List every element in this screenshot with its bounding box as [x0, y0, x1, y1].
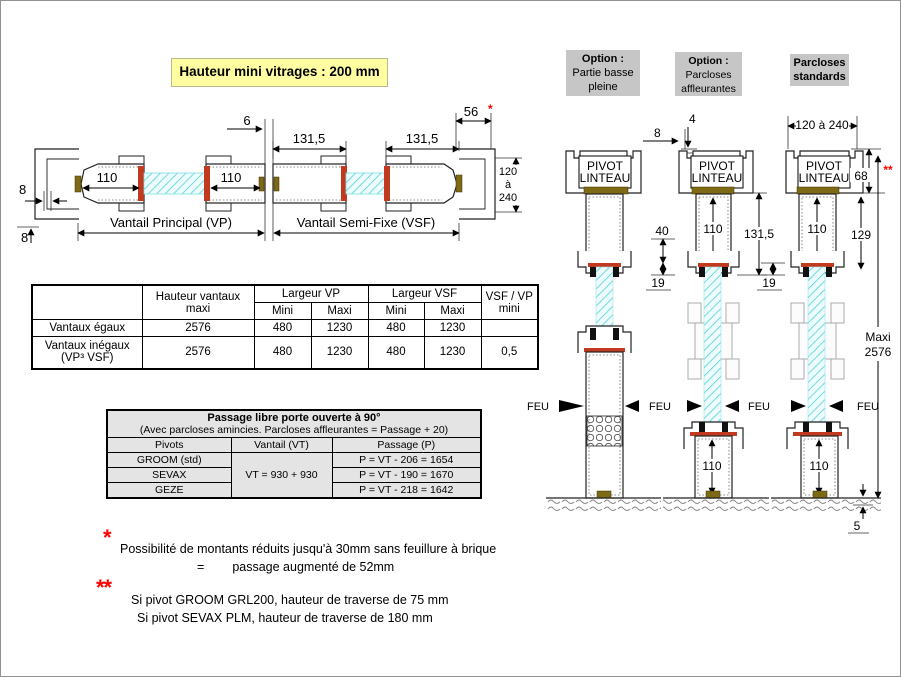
cell-value: 2576 — [142, 337, 254, 369]
dim-stile-vp-left: 110 — [96, 170, 118, 185]
insulation-core — [587, 416, 622, 446]
wall-jamb-right-inner — [459, 159, 485, 209]
glass-pane — [704, 267, 721, 432]
meeting-cap — [259, 177, 264, 191]
cell-value: 480 — [368, 337, 424, 369]
col-header-pivots: Pivots — [107, 438, 231, 453]
dim-120-240: 120 à 240 — [795, 118, 849, 132]
glass-clamp — [722, 267, 728, 277]
equals-sign: = — [197, 560, 205, 574]
col-header-ratio: VSF / VP mini — [481, 285, 538, 320]
table-row — [107, 453, 481, 468]
col-header-largeur-vsf: Largeur VSF — [368, 285, 481, 303]
dim-rail-110: 110 — [807, 222, 827, 236]
glazing-joint — [204, 166, 210, 201]
dim-129: 129 — [850, 228, 872, 242]
option-line: Option : — [688, 55, 729, 67]
pivot-cap — [456, 175, 462, 192]
fire-arrow-left-icon — [829, 400, 843, 412]
cell-passage: P = VT - 218 = 1642 — [332, 483, 481, 499]
table-row — [32, 320, 538, 337]
note-asterisk: * — [103, 525, 112, 550]
cell-passage: P = VT - 190 = 1670 — [332, 468, 481, 483]
option-line: affleurantes — [681, 83, 736, 95]
dim-bottom-110: 110 — [809, 459, 829, 473]
dim-stile-vp-right: 110 — [220, 170, 242, 185]
fire-arrow-right-icon — [559, 400, 584, 412]
glass-clamp — [613, 267, 619, 277]
pivot-label: PIVOT — [805, 159, 843, 173]
cell-pivot: GEZE — [107, 483, 231, 499]
col-header-mini: Mini — [254, 303, 311, 320]
ground-hatch — [771, 499, 881, 513]
ground-hatch — [663, 499, 769, 513]
cell-value: 1230 — [424, 337, 481, 369]
ground-hatch — [546, 499, 661, 513]
glass-clamp — [699, 422, 705, 433]
feu-label: FEU — [748, 401, 770, 413]
option-line: Partie basse — [572, 67, 634, 79]
dim-131-5: 131,5 — [743, 227, 775, 241]
col-header-maxi: Maxi — [311, 303, 368, 320]
dim-19: 19 — [762, 276, 776, 290]
option-line: Option : — [581, 53, 625, 65]
glass-clamp — [699, 267, 705, 277]
cell-value: 480 — [254, 320, 311, 337]
row-label: Vantaux égaux — [32, 320, 142, 337]
wall-jamb-right — [459, 149, 495, 219]
col-header-passage: Passage (P) — [332, 438, 481, 453]
glass-clamp — [722, 422, 728, 433]
cell-value: 1230 — [424, 320, 481, 337]
glass-pane — [346, 173, 386, 194]
pivot-label: LINTEAU — [579, 171, 631, 185]
glass-pane — [808, 267, 825, 432]
dim-offset-b: 8 — [21, 230, 29, 245]
feu-markers — [527, 400, 879, 413]
fire-arrow-left-icon — [725, 400, 739, 412]
col-header-maxi: Maxi — [424, 303, 481, 320]
option-line: pleine — [588, 81, 618, 93]
note-double-asterisk: ** — [96, 575, 112, 600]
elevation-section-diagram — [498, 99, 901, 541]
glass-clamp — [803, 267, 809, 277]
cell-value: 0,5 — [481, 337, 538, 369]
meeting-cap — [274, 177, 279, 191]
cell-vantail-value: VT = 930 + 930 — [231, 453, 332, 499]
intumescent-joint — [698, 263, 729, 267]
dim-8: 8 — [654, 126, 661, 140]
glass-clamp — [613, 328, 619, 340]
col-header-mini: Mini — [368, 303, 424, 320]
table-header-row — [32, 285, 538, 303]
dim-wall-depth-3: 240 — [498, 192, 518, 204]
cell-value: 1230 — [311, 320, 368, 337]
glass-clamp — [826, 422, 832, 433]
passage-table-subtitle: (Avec parcloses amincies. Parcloses affleurantes = Passage + 20) — [139, 424, 449, 436]
option-box-partie-basse — [566, 50, 640, 96]
fire-arrow-left-icon — [625, 400, 639, 412]
dim-gap: 6 — [243, 113, 251, 128]
glass-pane — [596, 267, 613, 334]
size-limits-table — [31, 284, 539, 370]
cell-value: 480 — [254, 337, 311, 369]
glass-pane — [144, 173, 206, 194]
corner-cell — [32, 285, 142, 320]
col-header-largeur-vp: Largeur VP — [254, 285, 368, 303]
dim-wall-depth-2: à — [504, 179, 512, 191]
pivot-label: LINTEAU — [691, 171, 743, 185]
glass-clamp — [590, 328, 596, 340]
dim-19: 19 — [651, 276, 665, 290]
cell-passage: P = VT - 206 = 1654 — [332, 453, 481, 468]
option-line: standards — [793, 71, 846, 83]
elevation-partie-basse-pleine — [546, 151, 661, 513]
table-header-row — [107, 438, 481, 453]
intumescent-joint — [793, 432, 842, 436]
option-box-parcloses-standards — [790, 54, 849, 86]
feu-label: FEU — [527, 401, 549, 413]
passage-table-title: Passage libre porte ouverte à 90° — [207, 412, 381, 424]
option-line: Parcloses — [685, 69, 732, 81]
col-header-vantail: Vantail (VT) — [231, 438, 332, 453]
note-line-3: Si pivot GROOM GRL200, hauteur de traverse de 75 mm — [131, 593, 449, 607]
option-line: Parcloses — [793, 57, 846, 69]
note-line-2-text: passage augmenté de 52mm — [232, 560, 395, 574]
fire-arrow-right-icon — [791, 400, 806, 412]
floor-pad — [813, 491, 827, 498]
pivot-label: PIVOT — [586, 159, 624, 173]
dim-vsf-left: 131,5 — [292, 131, 326, 146]
page-title: Hauteur mini vitrages : 200 mm — [171, 58, 388, 87]
dim-5: 5 — [853, 519, 861, 533]
glass-clamp — [826, 267, 832, 277]
cell-pivot: SEVAX — [107, 468, 231, 483]
intumescent-joint — [588, 263, 621, 267]
dim-rail-110: 110 — [703, 222, 723, 236]
pivot-plate — [584, 187, 628, 194]
option-box-parcloses-affleurantes — [675, 52, 742, 96]
table-row — [32, 337, 538, 369]
dim-bottom-110: 110 — [702, 459, 722, 473]
wall-jamb-left — [35, 149, 79, 219]
cell-value: 2576 — [142, 320, 254, 337]
glazing-joint — [384, 166, 390, 201]
pivot-label: LINTEAU — [798, 171, 850, 185]
cell-value: 480 — [368, 320, 424, 337]
glass-clamp — [803, 422, 809, 433]
dim-offset-a: 8 — [19, 182, 27, 197]
elevation-parcloses-standards — [757, 116, 895, 533]
pivot-plate — [797, 187, 839, 194]
feu-label: FEU — [649, 401, 671, 413]
glass-clamp — [590, 267, 596, 277]
note-line-1: Possibilité de montants réduits jusqu'à 30mm sans feuillure à brique — [120, 542, 497, 556]
asterisk-marker: * — [488, 102, 493, 116]
feu-label: FEU — [857, 401, 879, 413]
passage-table — [106, 409, 482, 499]
pivot-plate — [692, 187, 734, 194]
floor-pad — [597, 491, 611, 498]
fire-arrow-right-icon — [687, 400, 702, 412]
col-header-hauteur: Hauteur vantaux maxi — [142, 285, 254, 320]
pivot-label: PIVOT — [698, 159, 736, 173]
row-label: Vantaux inégaux (VP³ VSF) — [32, 337, 142, 369]
table-title-row — [107, 410, 481, 438]
plan-section-diagram — [1, 91, 541, 269]
dim-maxi-value: 2576 — [864, 345, 892, 359]
glazing-joint — [138, 166, 144, 201]
floor-pad — [706, 491, 720, 498]
dim-40: 40 — [655, 224, 669, 238]
note-line-4: Si pivot SEVAX PLM, hauteur de traverse de 180 mm — [137, 611, 433, 625]
vantail-semi-fixe-profile — [273, 156, 462, 211]
dim-vsf-right: 131,5 — [405, 131, 439, 146]
pivot-cap — [75, 176, 81, 192]
dim-jamb: 56 — [463, 104, 479, 119]
label-vantail-principal: Vantail Principal (VP) — [110, 215, 232, 230]
dim-4: 4 — [689, 112, 696, 126]
dim-maxi-label: Maxi — [865, 330, 891, 344]
cell-pivot: GROOM (std) — [107, 453, 231, 468]
elevation-parcloses-affleurantes — [643, 112, 776, 513]
note-line-2 — [197, 560, 394, 574]
intumescent-joint — [690, 432, 737, 436]
intumescent-joint — [801, 263, 834, 267]
intumescent-joint — [584, 348, 625, 352]
dim-wall-depth-1: 120 — [498, 166, 518, 178]
cell-value: 1230 — [311, 337, 368, 369]
double-asterisk-marker: ** — [883, 163, 893, 177]
dim-68: 68 — [854, 169, 868, 183]
label-vantail-semi-fixe: Vantail Semi-Fixe (VSF) — [296, 215, 436, 230]
